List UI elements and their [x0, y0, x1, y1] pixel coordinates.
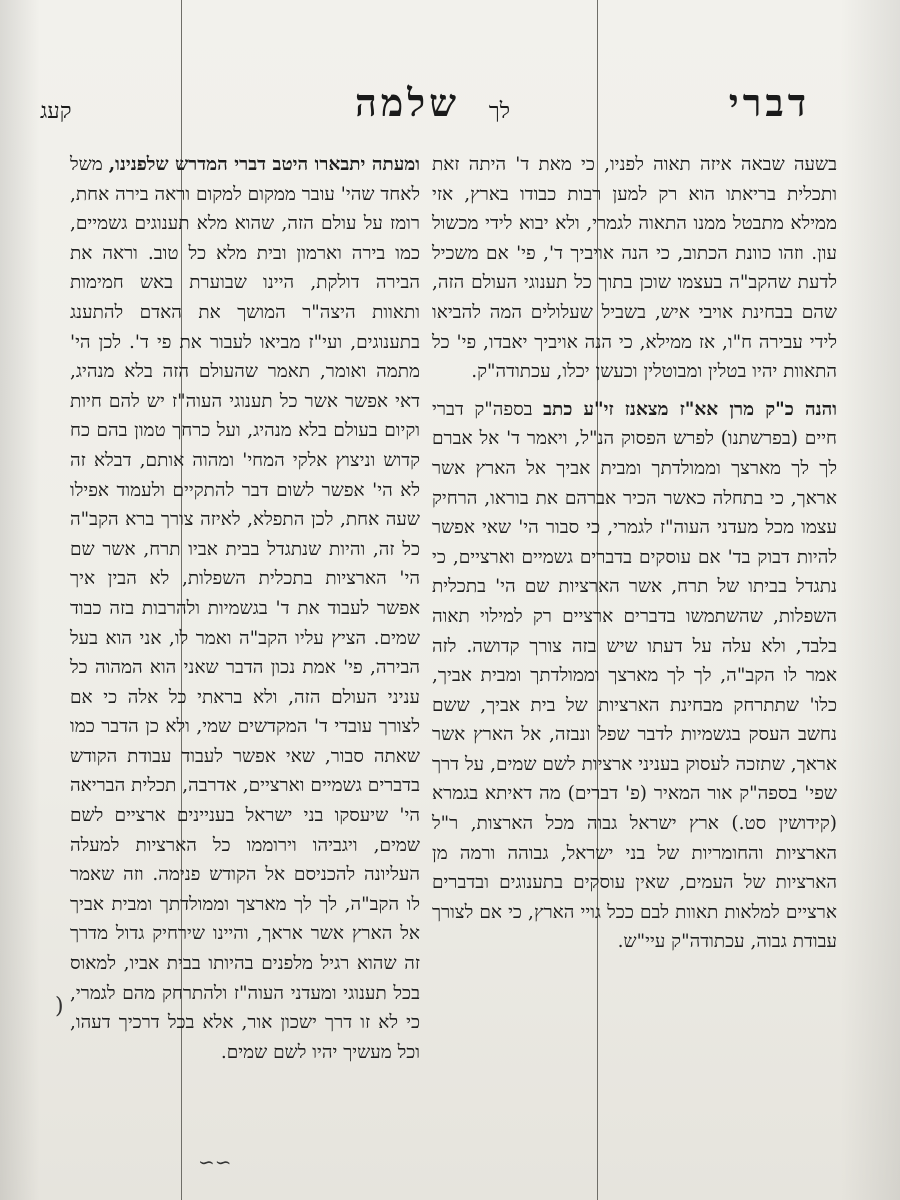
text-column-right [432, 150, 837, 965]
section-end-ornament: ∽∽ [198, 1150, 232, 1174]
page-edge-shadow-left [0, 0, 40, 1200]
header-title-left: שלמה [354, 80, 460, 125]
paragraph-1 [432, 150, 837, 387]
paragraph-text: לפרש הפסוק הנ"ל, ויאמר ד' אל אברם לך לך מארצך וממולדתך ומבית אביך אל הארץ אשר אראך, כי בתחלה כאשר הכיר אברהם את בוראו, הרחיק עצמו מכל מעדני העוה"ז לגמרי, כי סבור הי' שאי אפשר להיות דבוק בד' אם עוסקים בדברים גשמיים וארציים, כי נתגדל בביתו של תרח, אשר הארציות שם הי' בתכלית השפלות, שהשתמשו בדברים ארציים רק למילוי תאוה בלבד, ולא עלה על דעתו שיש בזה צורך קדושה. לזה אמר לו הקב"ה, לך לך מארצך וממולדתך ומבית אביך, כלו' שתתרחק מבחינת הארציות של בית אביך, ששם נחשב העסק בגשמיות לדבר שפל ונבזה, אל הארץ אשר אראך, שתזכה לעסוק בעניני ארציות לשם שמים, על דרך שפי' בספה"ק אור המאיר [432, 428, 837, 805]
source-title: בספה"ק דברי חיים [432, 398, 837, 450]
reference-note: (קידושין סט.) [731, 813, 837, 835]
paragraph-text: ארץ ישראל גבוה מכל הארצות, ר"ל הארציות והחומריות של בני ישראל, גבוהה ורמה מן הארציות של העמים, שאין עוסקים בתענוגים ובדברים ארציים למלאות תאוות לבם ככל גויי הארץ, כי אם לצורך עבודת גבוה, עכתודה"ק עיי"ש. [432, 813, 837, 953]
reference-note: (פ' דברים) [567, 783, 648, 805]
paragraph-2 [432, 395, 837, 957]
source-note: (בפרשתנו) [720, 428, 798, 450]
header-folio-number: קעג [40, 99, 72, 124]
text-column-left [70, 150, 420, 1075]
header-page-marker: לך [488, 99, 510, 124]
paragraph-text: בשעה שבאה איזה תאוה לפניו, כי מאת ד' היתה זאת ותכלית בריאתו הוא רק למען רבות כבודו בארץ, אזי ממילא מתבטל ממנו התאוה לגמרי, ולא יבוא לידי מכשול עון. וזהו כוונת הכתוב, כי הנה אויביך ד', פי' אם משכיל לדעת שהקב"ה בעצמו שוכן בתוך כל תענוגי העולם הזה, שהם בבחינת אויבי איש, בשביל שעלולים המה להביאו לידי עבירה ח"ו, אז ממילא, כי הנה אויביך יאבדו, פי' כל התאוות יהיו בטלין ומבוטלין וכעשן יכלו, עכתודה"ק. [432, 154, 837, 383]
paragraph-3 [70, 150, 420, 1067]
paragraph-text: משל לאחד שהי' עובר ממקום למקום וראה בירה אחת, רומז על עולם הזה, שהוא מלא תענוגים גשמיים, כמו בירה וארמון ובית מלא כל טוב. וראה את הבירה דולקת, היינו שבוערת באש חמימות ותאוות היצה"ר המושך את האדם להתענג בתענוגים, ועי"ז מביאו לעבור את פי ד'. לכן הי' מתמה ואומר, תאמר שהעולם הזה בלא מנהיג, דאי אפשר אשר כל תענוגי העוה"ז יש להם חיות וקיום בעולם בלא מנהיג, ועל כרחך טמון בהם כח קדוש וניצוץ אלקי המחי' ומהוה אותם, דבלא זה לא הי' אפשר לשום דבר להתקיים ולעמוד אפילו שעה אחת, לכן התפלא, לאיזה צורך ברא הקב"ה כל זה, והיות שנתגדל בבית אביו תרח, אשר שם הי' הארציות בתכלית השפלות, לא הבין איך אפשר לעבוד את ד' בגשמיות ולהרבות בזה כבוד שמים. הציץ עליו הקב"ה ואמר לו, אני הוא בעל הבירה, פי' אמת נכון הדבר שאני הוא המהוה כל עניני העולם הזה, ולא בראתי כל אלה כי אם לצורך עובדי ד' המקדשים שמי, ולא כן הדבר כמו שאתה סבור, שאי אפשר לעבוד עבודת הקודש בדברים גשמיים וארציים, אדרבה, תכלית הבריאה הי' שיעסקו בני ישראל בעניינים ארציים לשם שמים, ויגביהו וירוממו כל הארציות למעלה העליונה להכניסם אל הקודש פנימה. וזה שאמר לו הקב"ה, לך לך מארצך וממולדתך ומבית אביך אל הארץ אשר אראך, והיינו שירחיק גדול מדרך זה שהוא רגיל מלפנים בהיותו בבית אביו, למאוס בכל תענוגי ומעדני העוה"ז ולהתרחק מהם לגמרי, כי לא זו דרך ישכון אור, אלא בכל דרכיך דעהו, וכל מעשיך יהיו לשם שמים. [70, 154, 420, 1063]
paragraph-opening: ומעתה יתבארו היטב דברי המדרש שלפנינו, [108, 154, 420, 175]
header-title-right: דברי [728, 80, 810, 125]
running-header [40, 80, 840, 140]
page-edge-shadow-right [840, 0, 900, 1200]
margin-bracket-mark: ) [55, 994, 64, 1019]
paragraph-text: מה דאיתא בגמרא [432, 783, 561, 805]
paragraph-opening: והנה כ"ק מרן אא"ז מצאנז זי"ע כתב [543, 398, 837, 420]
